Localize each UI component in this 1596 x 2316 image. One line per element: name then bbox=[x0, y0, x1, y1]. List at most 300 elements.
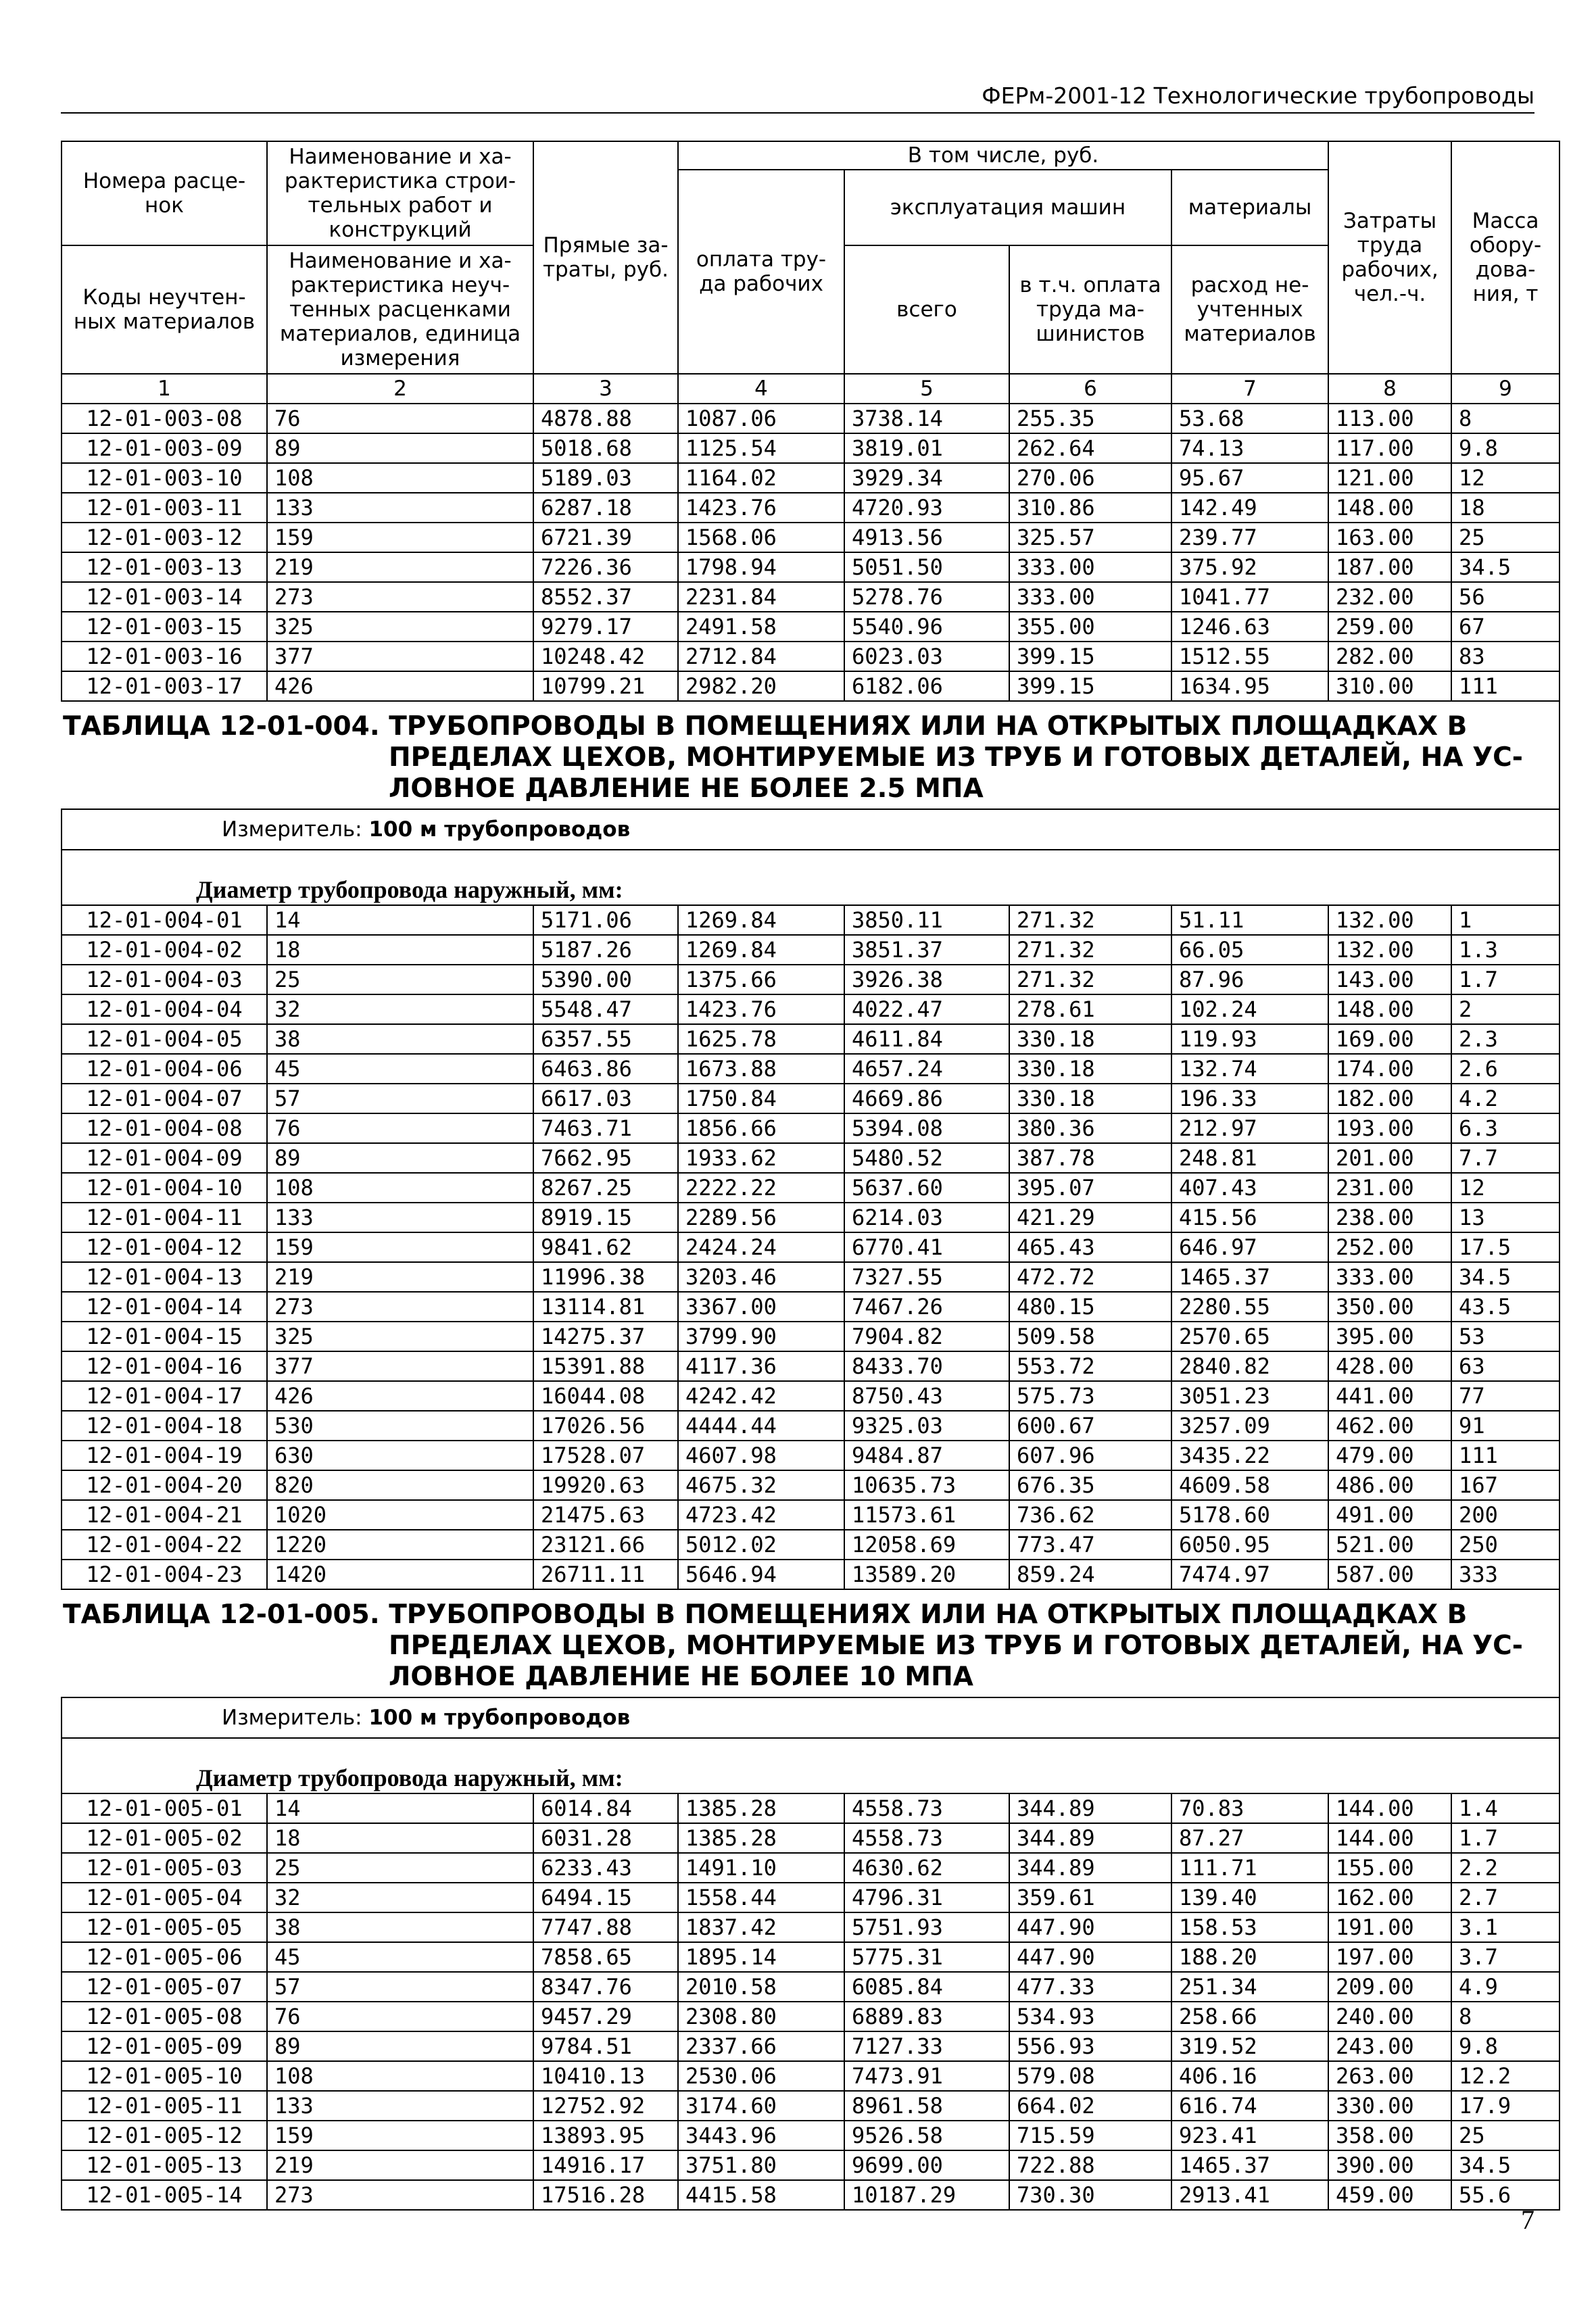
table-row bbox=[62, 2121, 1559, 2150]
value-cell: 7747.88 bbox=[533, 1912, 678, 1942]
value-cell: 8433.70 bbox=[844, 1351, 1009, 1381]
rate-code-cell: 12-01-004-11 bbox=[62, 1203, 267, 1232]
value-cell: 6.3 bbox=[1451, 1113, 1559, 1143]
value-cell: 121.00 bbox=[1328, 463, 1451, 493]
section-row bbox=[62, 850, 1559, 905]
value-cell: 12 bbox=[1451, 1173, 1559, 1203]
value-cell: 1465.37 bbox=[1171, 2150, 1328, 2180]
value-cell: 491.00 bbox=[1328, 1500, 1451, 1530]
value-cell: 350.00 bbox=[1328, 1292, 1451, 1322]
value-cell: 646.97 bbox=[1171, 1232, 1328, 1262]
value-cell: 333.00 bbox=[1328, 1262, 1451, 1292]
value-cell: 16044.08 bbox=[533, 1381, 678, 1411]
value-cell: 212.97 bbox=[1171, 1113, 1328, 1143]
value-cell: 209.00 bbox=[1328, 1972, 1451, 2002]
value-cell: 4.2 bbox=[1451, 1084, 1559, 1113]
rate-code-cell: 12-01-004-10 bbox=[62, 1173, 267, 1203]
value-cell: 607.96 bbox=[1009, 1441, 1171, 1470]
value-cell: 579.08 bbox=[1009, 2061, 1171, 2091]
value-cell: 1385.28 bbox=[678, 1793, 844, 1823]
value-cell: 1856.66 bbox=[678, 1113, 844, 1143]
rate-code-cell: 12-01-005-02 bbox=[62, 1823, 267, 1853]
column-number: 5 bbox=[844, 374, 1009, 404]
table-row bbox=[62, 2061, 1559, 2091]
value-cell: 239.77 bbox=[1171, 523, 1328, 552]
value-cell: 108 bbox=[267, 1173, 533, 1203]
value-cell: 51.11 bbox=[1171, 905, 1328, 935]
value-cell: 19920.63 bbox=[533, 1470, 678, 1500]
value-cell: 2222.22 bbox=[678, 1173, 844, 1203]
value-cell: 2491.58 bbox=[678, 612, 844, 642]
rate-code-cell: 12-01-004-14 bbox=[62, 1292, 267, 1322]
value-cell: 25 bbox=[267, 965, 533, 994]
value-cell: 3257.09 bbox=[1171, 1411, 1328, 1441]
value-cell: 14 bbox=[267, 1793, 533, 1823]
value-cell: 32 bbox=[267, 994, 533, 1024]
value-cell: 375.92 bbox=[1171, 552, 1328, 582]
value-cell: 17026.56 bbox=[533, 1411, 678, 1441]
value-cell: 2.3 bbox=[1451, 1024, 1559, 1054]
table-title-row bbox=[62, 701, 1559, 809]
value-cell: 9841.62 bbox=[533, 1232, 678, 1262]
meter-value: 100 м трубопроводов bbox=[368, 817, 631, 842]
value-cell: 2 bbox=[1451, 994, 1559, 1024]
rate-code-cell: 12-01-003-09 bbox=[62, 433, 267, 463]
value-cell: 5051.50 bbox=[844, 552, 1009, 582]
page-number: 7 bbox=[1521, 2204, 1534, 2235]
header-rate-number: Номера расце-нок bbox=[62, 141, 267, 245]
value-cell: 271.32 bbox=[1009, 935, 1171, 965]
value-cell: 4630.62 bbox=[844, 1853, 1009, 1883]
header-work-name: Наименование и ха-рактеристика строи-тельных работ и конструкций bbox=[267, 141, 533, 245]
value-cell: 142.49 bbox=[1171, 493, 1328, 523]
column-number: 3 bbox=[533, 374, 678, 404]
table-004-title-continued: ПРЕДЕЛАХ ЦЕХОВ, МОНТИРУЕМЫЕ ИЗ ТРУБ И ГОТОВЫХ ДЕТАЛЕЙ, НА УС-ЛОВНОЕ ДАВЛЕНИЕ НЕ БОЛЕЕ 2.5 МПА bbox=[389, 742, 1523, 804]
value-cell: 155.00 bbox=[1328, 1853, 1451, 1883]
value-cell: 6182.06 bbox=[844, 671, 1009, 701]
value-cell: 108 bbox=[267, 2061, 533, 2091]
value-cell: 133 bbox=[267, 493, 533, 523]
value-cell: 273 bbox=[267, 1292, 533, 1322]
value-cell: 7.7 bbox=[1451, 1143, 1559, 1173]
meter-label: Измеритель: bbox=[222, 1706, 369, 1730]
value-cell: 34.5 bbox=[1451, 1262, 1559, 1292]
value-cell: 5751.93 bbox=[844, 1912, 1009, 1942]
table-row bbox=[62, 582, 1559, 612]
value-cell: 1.3 bbox=[1451, 935, 1559, 965]
value-cell: 715.59 bbox=[1009, 2121, 1171, 2150]
value-cell: 3435.22 bbox=[1171, 1441, 1328, 1470]
value-cell: 9699.00 bbox=[844, 2150, 1009, 2180]
meter-value: 100 м трубопроводов bbox=[368, 1706, 631, 1730]
value-cell: 447.90 bbox=[1009, 1942, 1171, 1972]
value-cell: 380.36 bbox=[1009, 1113, 1171, 1143]
value-cell: 4117.36 bbox=[678, 1351, 844, 1381]
value-cell: 7463.71 bbox=[533, 1113, 678, 1143]
rate-code-cell: 12-01-005-14 bbox=[62, 2180, 267, 2210]
value-cell: 1220 bbox=[267, 1530, 533, 1560]
value-cell: 2982.20 bbox=[678, 671, 844, 701]
value-cell: 1750.84 bbox=[678, 1084, 844, 1113]
column-number: 6 bbox=[1009, 374, 1171, 404]
value-cell: 167 bbox=[1451, 1470, 1559, 1500]
value-cell: 5390.00 bbox=[533, 965, 678, 994]
value-cell: 1568.06 bbox=[678, 523, 844, 552]
value-cell: 3203.46 bbox=[678, 1262, 844, 1292]
value-cell: 251.34 bbox=[1171, 1972, 1328, 2002]
value-cell: 196.33 bbox=[1171, 1084, 1328, 1113]
header-wages: оплата тру-да рабочих bbox=[678, 170, 844, 374]
value-cell: 3751.80 bbox=[678, 2150, 844, 2180]
value-cell: 4723.42 bbox=[678, 1500, 844, 1530]
table-005-title: ТАБЛИЦА 12-01-005. ТРУБОПРОВОДЫ В ПОМЕЩЕНИЯХ ИЛИ НА ОТКРЫТЫХ ПЛОЩАДКАХ В bbox=[63, 1599, 1468, 1630]
table-row bbox=[62, 2180, 1559, 2210]
table-003-body bbox=[62, 404, 1559, 701]
value-cell: 479.00 bbox=[1328, 1441, 1451, 1470]
value-cell: 10187.29 bbox=[844, 2180, 1009, 2210]
value-cell: 8552.37 bbox=[533, 582, 678, 612]
value-cell: 144.00 bbox=[1328, 1793, 1451, 1823]
table-row bbox=[62, 905, 1559, 935]
value-cell: 25 bbox=[1451, 523, 1559, 552]
table-header bbox=[62, 141, 1559, 404]
value-cell: 395.00 bbox=[1328, 1322, 1451, 1351]
table-row bbox=[62, 1292, 1559, 1322]
section-row bbox=[62, 1738, 1559, 1793]
value-cell: 132.00 bbox=[1328, 905, 1451, 935]
value-cell: 5171.06 bbox=[533, 905, 678, 935]
value-cell: 282.00 bbox=[1328, 642, 1451, 671]
section-title: Диаметр трубопровода наружный, мм: bbox=[62, 1738, 1559, 1793]
header-mass: Масса обору-дова-ния, т bbox=[1451, 141, 1559, 374]
value-cell: 333 bbox=[1451, 1560, 1559, 1589]
value-cell: 2231.84 bbox=[678, 582, 844, 612]
value-cell: 248.81 bbox=[1171, 1143, 1328, 1173]
value-cell: 9484.87 bbox=[844, 1441, 1009, 1470]
value-cell: 553.72 bbox=[1009, 1351, 1171, 1381]
value-cell: 4242.42 bbox=[678, 1381, 844, 1411]
value-cell: 1246.63 bbox=[1171, 612, 1328, 642]
header-rule bbox=[61, 112, 1534, 114]
rate-code-cell: 12-01-004-20 bbox=[62, 1470, 267, 1500]
value-cell: 426 bbox=[267, 671, 533, 701]
value-cell: 344.89 bbox=[1009, 1793, 1171, 1823]
value-cell: 34.5 bbox=[1451, 552, 1559, 582]
value-cell: 7662.95 bbox=[533, 1143, 678, 1173]
value-cell: 56 bbox=[1451, 582, 1559, 612]
rate-code-cell: 12-01-005-09 bbox=[62, 2031, 267, 2061]
value-cell: 119.93 bbox=[1171, 1024, 1328, 1054]
value-cell: 1375.66 bbox=[678, 965, 844, 994]
value-cell: 4913.56 bbox=[844, 523, 1009, 552]
rate-code-cell: 12-01-004-01 bbox=[62, 905, 267, 935]
value-cell: 333.00 bbox=[1009, 582, 1171, 612]
value-cell: 333.00 bbox=[1009, 552, 1171, 582]
value-cell: 5548.47 bbox=[533, 994, 678, 1024]
value-cell: 2.7 bbox=[1451, 1883, 1559, 1912]
value-cell: 319.52 bbox=[1171, 2031, 1328, 2061]
value-cell: 2913.41 bbox=[1171, 2180, 1328, 2210]
value-cell: 1020 bbox=[267, 1500, 533, 1530]
value-cell: 6770.41 bbox=[844, 1232, 1009, 1262]
value-cell: 38 bbox=[267, 1912, 533, 1942]
value-cell: 32 bbox=[267, 1883, 533, 1912]
header-materials: материалы bbox=[1171, 170, 1328, 245]
value-cell: 472.72 bbox=[1009, 1262, 1171, 1292]
value-cell: 1673.88 bbox=[678, 1054, 844, 1084]
value-cell: 197.00 bbox=[1328, 1942, 1451, 1972]
rate-code-cell: 12-01-004-04 bbox=[62, 994, 267, 1024]
rate-code-cell: 12-01-004-17 bbox=[62, 1381, 267, 1411]
value-cell: 1269.84 bbox=[678, 935, 844, 965]
table-row bbox=[62, 2150, 1559, 2180]
value-cell: 1423.76 bbox=[678, 493, 844, 523]
value-cell: 3.7 bbox=[1451, 1942, 1559, 1972]
value-cell: 13114.81 bbox=[533, 1292, 678, 1322]
header-labor: Затраты труда рабочих, чел.-ч. bbox=[1328, 141, 1451, 374]
value-cell: 1 bbox=[1451, 905, 1559, 935]
table-row bbox=[62, 1232, 1559, 1262]
value-cell: 521.00 bbox=[1328, 1530, 1451, 1560]
value-cell: 11573.61 bbox=[844, 1500, 1009, 1530]
value-cell: 676.35 bbox=[1009, 1470, 1171, 1500]
value-cell: 330.18 bbox=[1009, 1024, 1171, 1054]
rate-code-cell: 12-01-003-08 bbox=[62, 404, 267, 433]
header-machines-total: всего bbox=[844, 245, 1009, 374]
rate-code-cell: 12-01-003-14 bbox=[62, 582, 267, 612]
value-cell: 240.00 bbox=[1328, 2002, 1451, 2031]
value-cell: 820 bbox=[267, 1470, 533, 1500]
value-cell: 7904.82 bbox=[844, 1322, 1009, 1351]
value-cell: 53 bbox=[1451, 1322, 1559, 1351]
value-cell: 330.18 bbox=[1009, 1054, 1171, 1084]
value-cell: 1.4 bbox=[1451, 1793, 1559, 1823]
value-cell: 358.00 bbox=[1328, 2121, 1451, 2150]
value-cell: 7858.65 bbox=[533, 1942, 678, 1972]
value-cell: 9457.29 bbox=[533, 2002, 678, 2031]
value-cell: 1933.62 bbox=[678, 1143, 844, 1173]
value-cell: 102.24 bbox=[1171, 994, 1328, 1024]
value-cell: 87.27 bbox=[1171, 1823, 1328, 1853]
value-cell: 355.00 bbox=[1009, 612, 1171, 642]
value-cell: 664.02 bbox=[1009, 2091, 1171, 2121]
value-cell: 9526.58 bbox=[844, 2121, 1009, 2150]
value-cell: 530 bbox=[267, 1411, 533, 1441]
rate-code-cell: 12-01-004-08 bbox=[62, 1113, 267, 1143]
rate-code-cell: 12-01-005-01 bbox=[62, 1793, 267, 1823]
table-row bbox=[62, 1322, 1559, 1351]
table-row bbox=[62, 1441, 1559, 1470]
table-row bbox=[62, 1143, 1559, 1173]
value-cell: 5394.08 bbox=[844, 1113, 1009, 1143]
value-cell: 3443.96 bbox=[678, 2121, 844, 2150]
value-cell: 10635.73 bbox=[844, 1470, 1009, 1500]
running-head: ФЕРм-2001-12 Технологические трубопроводы bbox=[982, 82, 1534, 109]
value-cell: 1895.14 bbox=[678, 1942, 844, 1972]
value-cell: 4609.58 bbox=[1171, 1470, 1328, 1500]
value-cell: 159 bbox=[267, 1232, 533, 1262]
table-row bbox=[62, 1853, 1559, 1883]
value-cell: 8919.15 bbox=[533, 1203, 678, 1232]
value-cell: 271.32 bbox=[1009, 965, 1171, 994]
value-cell: 250 bbox=[1451, 1530, 1559, 1560]
value-cell: 18 bbox=[267, 1823, 533, 1853]
value-cell: 12.2 bbox=[1451, 2061, 1559, 2091]
value-cell: 3819.01 bbox=[844, 433, 1009, 463]
value-cell: 231.00 bbox=[1328, 1173, 1451, 1203]
value-cell: 465.43 bbox=[1009, 1232, 1171, 1262]
value-cell: 10799.21 bbox=[533, 671, 678, 701]
value-cell: 5637.60 bbox=[844, 1173, 1009, 1203]
value-cell: 344.89 bbox=[1009, 1823, 1171, 1853]
value-cell: 330.00 bbox=[1328, 2091, 1451, 2121]
value-cell: 616.74 bbox=[1171, 2091, 1328, 2121]
value-cell: 193.00 bbox=[1328, 1113, 1451, 1143]
value-cell: 34.5 bbox=[1451, 2150, 1559, 2180]
value-cell: 91 bbox=[1451, 1411, 1559, 1441]
value-cell: 3851.37 bbox=[844, 935, 1009, 965]
value-cell: 6287.18 bbox=[533, 493, 678, 523]
value-cell: 1837.42 bbox=[678, 1912, 844, 1942]
rate-code-cell: 12-01-005-03 bbox=[62, 1853, 267, 1883]
rate-code-cell: 12-01-005-05 bbox=[62, 1912, 267, 1942]
value-cell: 5018.68 bbox=[533, 433, 678, 463]
value-cell: 25 bbox=[267, 1853, 533, 1883]
value-cell: 5646.94 bbox=[678, 1560, 844, 1589]
header-including: В том числе, руб. bbox=[678, 141, 1328, 170]
value-cell: 859.24 bbox=[1009, 1560, 1171, 1589]
rate-code-cell: 12-01-003-15 bbox=[62, 612, 267, 642]
table-row bbox=[62, 1883, 1559, 1912]
value-cell: 8 bbox=[1451, 2002, 1559, 2031]
value-cell: 1087.06 bbox=[678, 404, 844, 433]
value-cell: 630 bbox=[267, 1441, 533, 1470]
value-cell: 406.16 bbox=[1171, 2061, 1328, 2091]
value-cell: 57 bbox=[267, 1972, 533, 2002]
value-cell: 133 bbox=[267, 1203, 533, 1232]
table-row bbox=[62, 612, 1559, 642]
value-cell: 77 bbox=[1451, 1381, 1559, 1411]
value-cell: 10248.42 bbox=[533, 642, 678, 671]
value-cell: 8750.43 bbox=[844, 1381, 1009, 1411]
rate-code-cell: 12-01-004-19 bbox=[62, 1441, 267, 1470]
value-cell: 15391.88 bbox=[533, 1351, 678, 1381]
value-cell: 4611.84 bbox=[844, 1024, 1009, 1054]
value-cell: 111 bbox=[1451, 671, 1559, 701]
value-cell: 8961.58 bbox=[844, 2091, 1009, 2121]
value-cell: 8267.25 bbox=[533, 1173, 678, 1203]
value-cell: 4657.24 bbox=[844, 1054, 1009, 1084]
rates-table bbox=[61, 141, 1560, 2211]
value-cell: 232.00 bbox=[1328, 582, 1451, 612]
value-cell: 3850.11 bbox=[844, 905, 1009, 935]
value-cell: 1558.44 bbox=[678, 1883, 844, 1912]
rate-code-cell: 12-01-004-18 bbox=[62, 1411, 267, 1441]
value-cell: 26711.11 bbox=[533, 1560, 678, 1589]
rate-code-cell: 12-01-004-13 bbox=[62, 1262, 267, 1292]
value-cell: 18 bbox=[267, 935, 533, 965]
value-cell: 2.2 bbox=[1451, 1853, 1559, 1883]
value-cell: 13893.95 bbox=[533, 2121, 678, 2150]
value-cell: 6085.84 bbox=[844, 1972, 1009, 2002]
meter-label: Измеритель: bbox=[222, 817, 369, 842]
table-row bbox=[62, 1024, 1559, 1054]
value-cell: 111.71 bbox=[1171, 1853, 1328, 1883]
rate-code-cell: 12-01-005-10 bbox=[62, 2061, 267, 2091]
value-cell: 1625.78 bbox=[678, 1024, 844, 1054]
rate-code-cell: 12-01-005-07 bbox=[62, 1972, 267, 2002]
value-cell: 87.96 bbox=[1171, 965, 1328, 994]
value-cell: 6050.95 bbox=[1171, 1530, 1328, 1560]
value-cell: 5540.96 bbox=[844, 612, 1009, 642]
value-cell: 459.00 bbox=[1328, 2180, 1451, 2210]
header-unrated-codes: Коды неучтен-ных материалов bbox=[62, 245, 267, 374]
value-cell: 38 bbox=[267, 1024, 533, 1054]
value-cell: 144.00 bbox=[1328, 1823, 1451, 1853]
value-cell: 148.00 bbox=[1328, 994, 1451, 1024]
rate-code-cell: 12-01-004-06 bbox=[62, 1054, 267, 1084]
value-cell: 219 bbox=[267, 552, 533, 582]
value-cell: 188.20 bbox=[1171, 1942, 1328, 1972]
value-cell: 89 bbox=[267, 2031, 533, 2061]
value-cell: 421.29 bbox=[1009, 1203, 1171, 1232]
rate-code-cell: 12-01-004-03 bbox=[62, 965, 267, 994]
value-cell: 76 bbox=[267, 1113, 533, 1143]
table-row bbox=[62, 1054, 1559, 1084]
value-cell: 18 bbox=[1451, 493, 1559, 523]
value-cell: 9784.51 bbox=[533, 2031, 678, 2061]
value-cell: 2308.80 bbox=[678, 2002, 844, 2031]
value-cell: 310.86 bbox=[1009, 493, 1171, 523]
value-cell: 169.00 bbox=[1328, 1024, 1451, 1054]
value-cell: 534.93 bbox=[1009, 2002, 1171, 2031]
value-cell: 8347.76 bbox=[533, 1972, 678, 2002]
rate-code-cell: 12-01-004-09 bbox=[62, 1143, 267, 1173]
value-cell: 273 bbox=[267, 2180, 533, 2210]
value-cell: 399.15 bbox=[1009, 671, 1171, 701]
value-cell: 89 bbox=[267, 1143, 533, 1173]
value-cell: 25 bbox=[1451, 2121, 1559, 2150]
value-cell: 17.5 bbox=[1451, 1232, 1559, 1262]
value-cell: 5178.60 bbox=[1171, 1500, 1328, 1530]
value-cell: 238.00 bbox=[1328, 1203, 1451, 1232]
value-cell: 509.58 bbox=[1009, 1322, 1171, 1351]
table-row bbox=[62, 493, 1559, 523]
value-cell: 486.00 bbox=[1328, 1470, 1451, 1500]
value-cell: 89 bbox=[267, 433, 533, 463]
value-cell: 13 bbox=[1451, 1203, 1559, 1232]
column-number: 1 bbox=[62, 374, 267, 404]
meter-row bbox=[62, 1697, 1559, 1738]
header-machinist-wages: в т.ч. оплата труда ма-шинистов bbox=[1009, 245, 1171, 374]
table-row bbox=[62, 1530, 1559, 1560]
rate-code-cell: 12-01-003-11 bbox=[62, 493, 267, 523]
table-row bbox=[62, 1823, 1559, 1853]
value-cell: 5775.31 bbox=[844, 1942, 1009, 1972]
value-cell: 4669.86 bbox=[844, 1084, 1009, 1113]
value-cell: 9.8 bbox=[1451, 433, 1559, 463]
value-cell: 447.90 bbox=[1009, 1912, 1171, 1942]
value-cell: 359.61 bbox=[1009, 1883, 1171, 1912]
rate-code-cell: 12-01-005-13 bbox=[62, 2150, 267, 2180]
table-row bbox=[62, 552, 1559, 582]
table-005-heading bbox=[62, 1589, 1559, 1793]
meter-row bbox=[62, 809, 1559, 850]
table-row bbox=[62, 642, 1559, 671]
value-cell: 6463.86 bbox=[533, 1054, 678, 1084]
rate-code-cell: 12-01-005-08 bbox=[62, 2002, 267, 2031]
value-cell: 426 bbox=[267, 1381, 533, 1411]
